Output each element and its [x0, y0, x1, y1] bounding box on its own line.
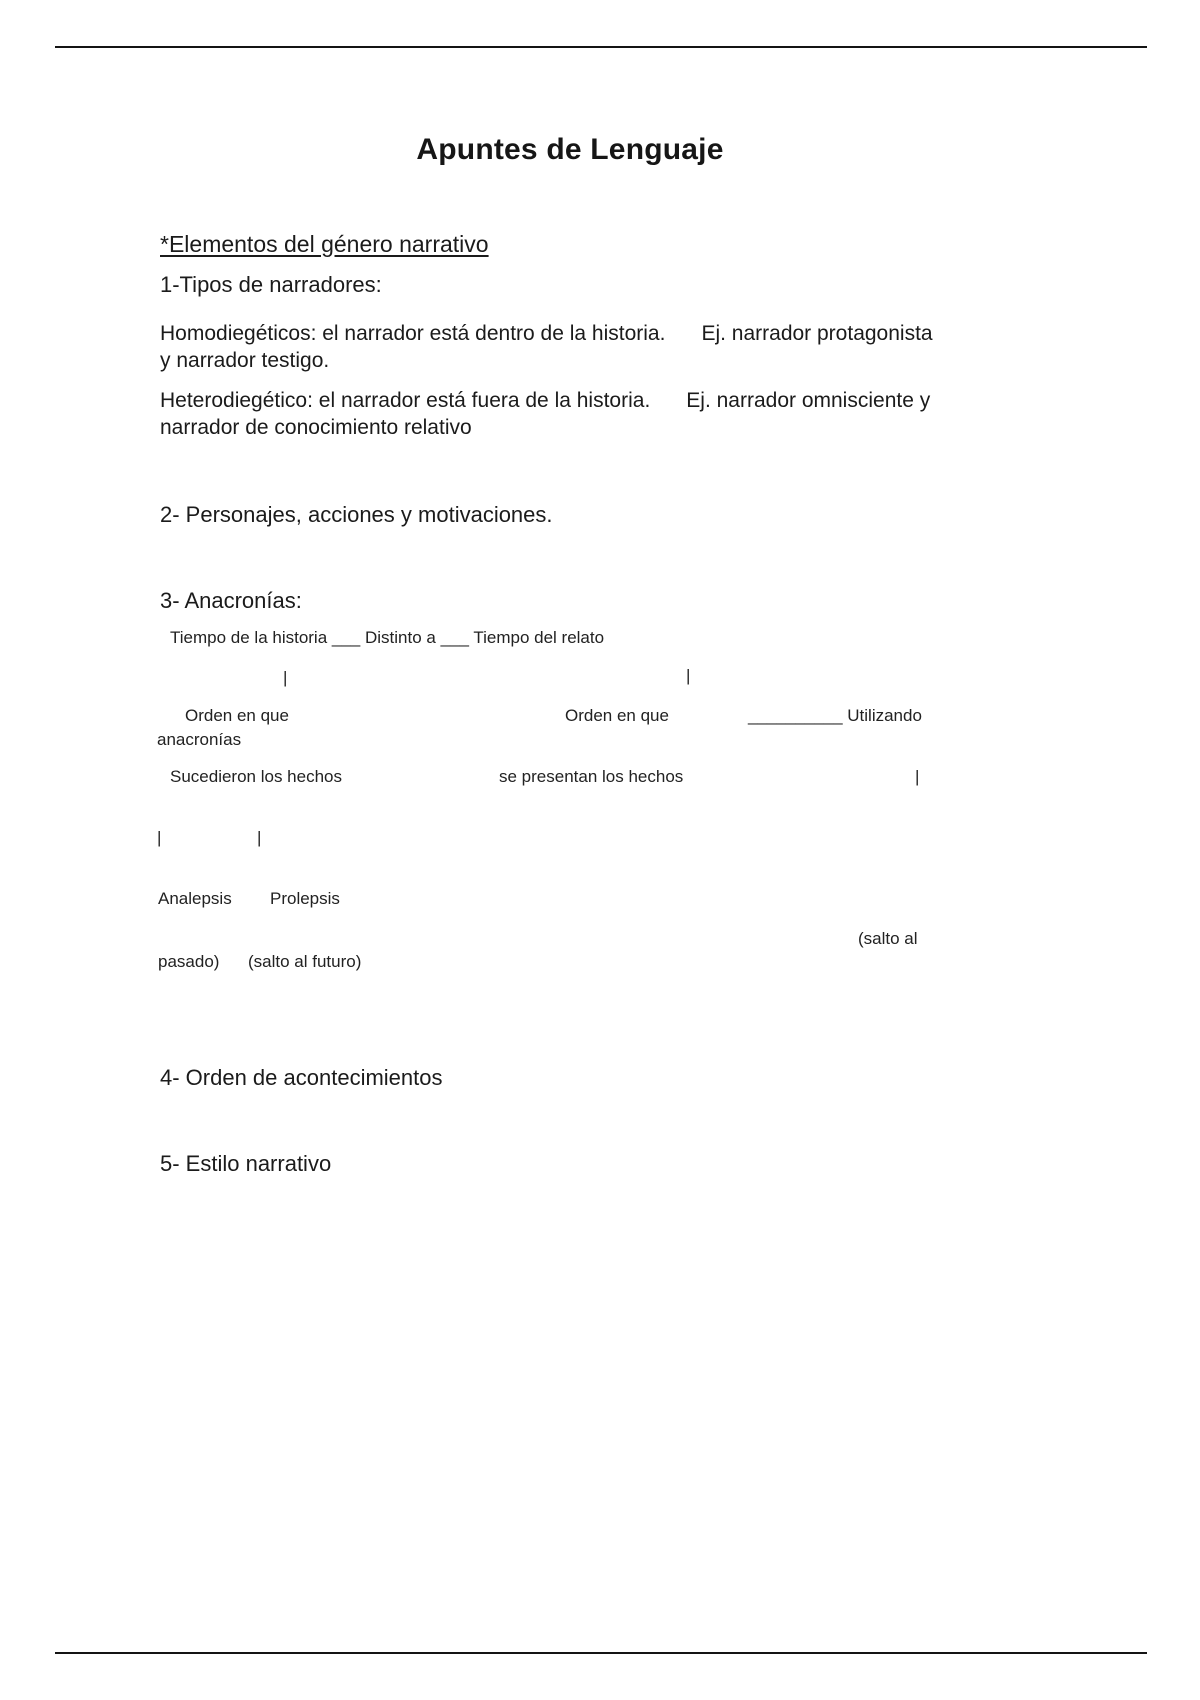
homodiegetico-line-2: y narrador testigo. — [160, 349, 330, 372]
diagram-bar: | — [915, 767, 920, 786]
narrators-heading: 1-Tipos de narradores: — [160, 272, 382, 297]
diagram-salto-al-futuro: (salto al futuro) — [248, 952, 362, 971]
heterodiegetico-example: Ej. narrador omnisciente y — [686, 389, 931, 412]
orden-heading: 4- Orden de acontecimientos — [160, 1065, 443, 1090]
anacronias-diagram — [157, 620, 1157, 980]
diagram-pasado: pasado) — [158, 952, 220, 971]
personajes-heading: 2- Personajes, acciones y motivaciones. — [160, 502, 553, 527]
heterodiegetico-line-2: narrador de conocimiento relativo — [160, 416, 472, 439]
diagram-se-presentan: se presentan los hechos — [499, 767, 684, 786]
homodiegetico-line-1 — [160, 320, 1010, 347]
diagram-bar: | — [283, 668, 288, 687]
page-title: Apuntes de Lenguaje — [416, 133, 724, 166]
section-heading: *Elementos del género narrativo — [160, 231, 489, 257]
diagram-orden-left: Orden en que — [185, 706, 289, 725]
heterodiegetico-line-1 — [160, 387, 1010, 414]
diagram-orden-right: Orden en que — [565, 706, 669, 725]
diagram-prolepsis: Prolepsis — [270, 889, 340, 908]
heterodiegetico-definition: Heterodiegético: el narrador está fuera de la historia. — [160, 389, 651, 412]
top-rule — [55, 46, 1147, 48]
diagram-bar: | — [157, 828, 162, 847]
estilo-heading: 5- Estilo narrativo — [160, 1151, 332, 1176]
homodiegetico-paragraph — [160, 320, 1010, 374]
diagram-anacronias-label: anacronías — [157, 730, 242, 749]
heterodiegetico-paragraph — [160, 387, 1010, 441]
diagram-bar: | — [257, 828, 262, 847]
homodiegetico-example: Ej. narrador protagonista — [701, 322, 933, 345]
anacronias-heading: 3- Anacronías: — [160, 588, 302, 613]
bottom-rule — [55, 1652, 1147, 1654]
diagram-salto-al: (salto al — [858, 929, 918, 948]
homodiegetico-definition: Homodiegéticos: el narrador está dentro de la historia. — [160, 322, 666, 345]
diagram-bar: | — [686, 666, 691, 685]
diagram-utilizando: __________ Utilizando — [748, 706, 922, 725]
diagram-top-line: Tiempo de la historia ___ Distinto a ___ Tiempo del relato — [170, 628, 605, 647]
diagram-sucedieron: Sucedieron los hechos — [170, 767, 343, 786]
diagram-analepsis: Analepsis — [158, 889, 232, 908]
